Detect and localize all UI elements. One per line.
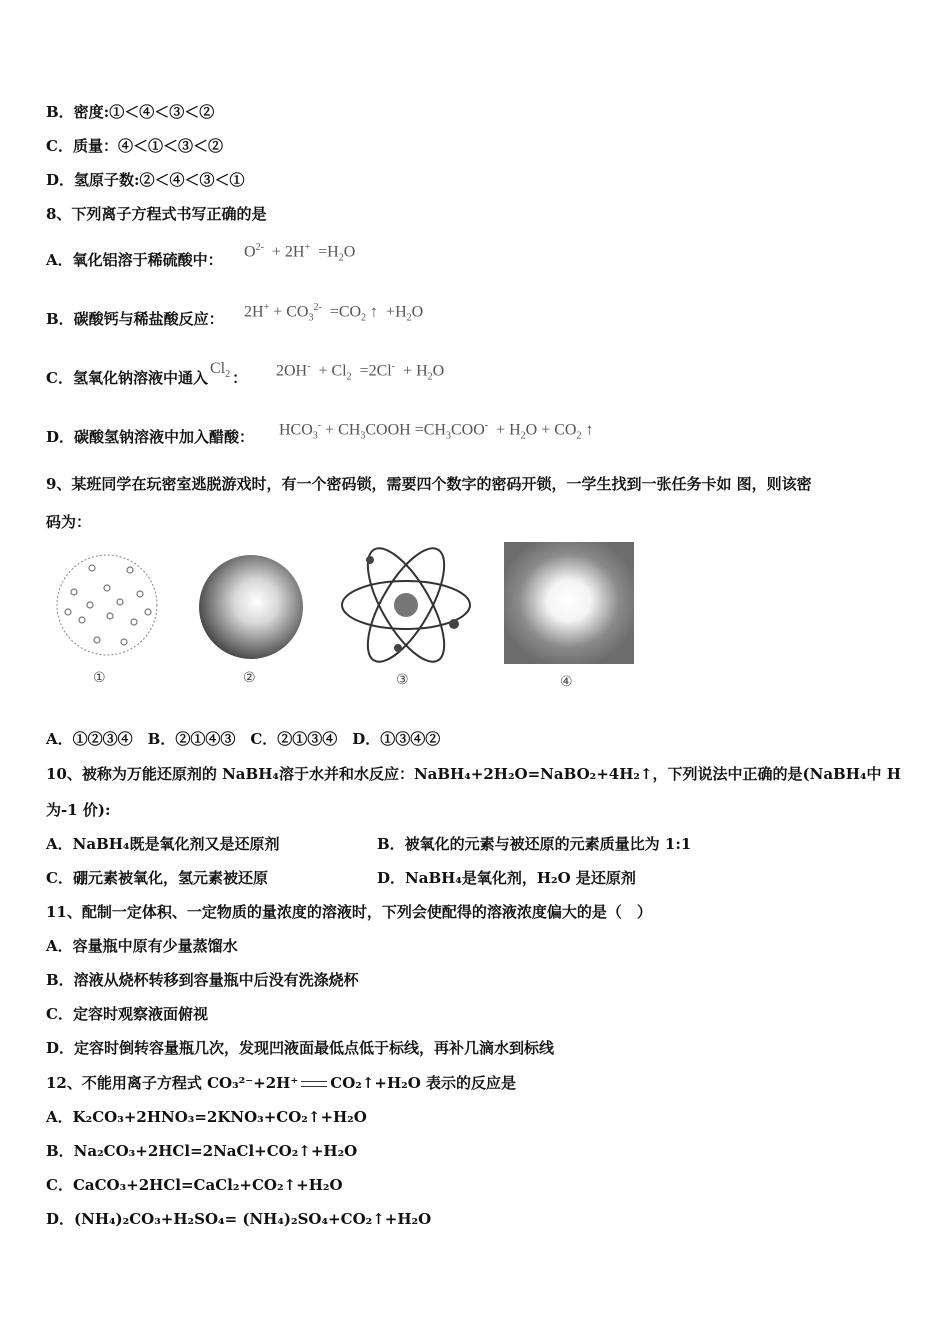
q8-stem: 8、下列离子方程式书写正确的是 xyxy=(46,205,267,223)
plum-pudding-model-figure xyxy=(52,550,162,660)
q10-option-d: D．NaBH₄是氧化剂，H₂O 是还原剂 xyxy=(377,869,636,887)
q10-option-b: B．被氧化的元素与被还原的元素质量比为 1:1 xyxy=(377,835,692,853)
figure-label-1: ① xyxy=(93,670,106,686)
equals-sign xyxy=(301,1081,327,1087)
q8-option-a-label: A．氧化铝溶于稀硫酸中： xyxy=(46,251,223,269)
q8-option-b-equation: $2H^+ + CO_3^{2-} =CO_2$ ↑ $+H_2O$ xyxy=(244,302,424,324)
q8-option-d-equation: $HCO_3^-$ + $CH_3COOH =CH_3COO^- + H_2O + CO_2$ ↑ xyxy=(279,420,594,442)
q8-option-c-cl2: $Cl_2$ xyxy=(209,360,231,381)
q12-option-d: D．(NH₄)₂CO₃+H₂SO₄= (NH₄)₂SO₄+CO₂↑+H₂O xyxy=(46,1210,432,1228)
q9-stem-line1: 9、某班同学在玩密室逃脱游戏时，有一个密码锁，需要四个数字的密码开锁，一学生找到一张任务卡如 图，则该密 xyxy=(46,475,812,493)
q12-option-a: A．K₂CO₃+2HNO₃=2KNO₃+CO₂↑+H₂O xyxy=(46,1108,367,1126)
atom-model-figures xyxy=(46,540,646,710)
q10-option-a: A．NaBH₄既是氧化剂又是还原剂 xyxy=(46,835,280,853)
figure-label-4: ④ xyxy=(560,674,573,690)
q9-stem-line2: 码为： xyxy=(46,513,92,531)
q12-option-b: B．Na₂CO₃+2HCl=2NaCl+CO₂↑+H₂O xyxy=(46,1142,358,1160)
q12-stem: 12、不能用离子方程式 CO₃²⁻+2H⁺ CO₂↑+H₂O 表示的反应是 xyxy=(46,1074,517,1092)
q11-option-b: B．溶液从烧杯转移到容量瓶中后没有洗涤烧杯 xyxy=(46,971,359,989)
q8-option-c-equation: $2OH^- + Cl_2 =2Cl^- + H_2O$ xyxy=(276,361,445,383)
q10-stem-line2: 为-1 价): xyxy=(46,801,111,819)
q11-option-c: C．定容时观察液面俯视 xyxy=(46,1005,208,1023)
q7-option-d: D．氢原子数:②＜④＜③＜① xyxy=(46,171,245,189)
figure-label-2: ② xyxy=(243,670,256,686)
q8-option-a-equation: $O^{2-} + 2H^+ =H_2O$ xyxy=(244,242,356,264)
electron-cloud-model-figure xyxy=(504,542,634,664)
solid-sphere-model-figure xyxy=(196,552,306,662)
q8-option-c-label: C．氢氧化钠溶液中通入$Cl_2$ ： xyxy=(46,360,248,387)
q8-option-d-label: D．碳酸氢钠溶液中加入醋酸： xyxy=(46,428,255,446)
figure-label-3: ③ xyxy=(396,672,409,688)
q9-options: A．①②③④ B．②①④③ C．②①③④ D．①③④② xyxy=(46,730,441,748)
q11-option-d: D．定容时倒转容量瓶几次，发现凹液面最低点低于标线，再补几滴水到标线 xyxy=(46,1039,555,1057)
q7-option-b: B．密度:①＜④＜③＜② xyxy=(46,103,215,121)
q7-option-c: C．质量：④＜①＜③＜② xyxy=(46,137,223,155)
q12-option-c: C．CaCO₃+2HCl=CaCl₂+CO₂↑+H₂O xyxy=(46,1176,343,1194)
q11-option-a: A．容量瓶中原有少量蒸馏水 xyxy=(46,937,238,955)
q11-stem: 11、配制一定体积、一定物质的量浓度的溶液时，下列会使配得的溶液浓度偏大的是（ ） xyxy=(46,903,652,921)
nuclear-orbit-model-figure xyxy=(336,540,476,670)
q8-option-b-label: B．碳酸钙与稀盐酸反应： xyxy=(46,310,224,328)
q10-stem-line1: 10、被称为万能还原剂的 NaBH₄溶于水并和水反应：NaBH₄+2H₂O=NaBO₂+4H₂↑，下列说法中正确的是(NaBH₄中 H xyxy=(46,765,901,783)
q10-option-c: C．硼元素被氧化，氢元素被还原 xyxy=(46,869,268,887)
